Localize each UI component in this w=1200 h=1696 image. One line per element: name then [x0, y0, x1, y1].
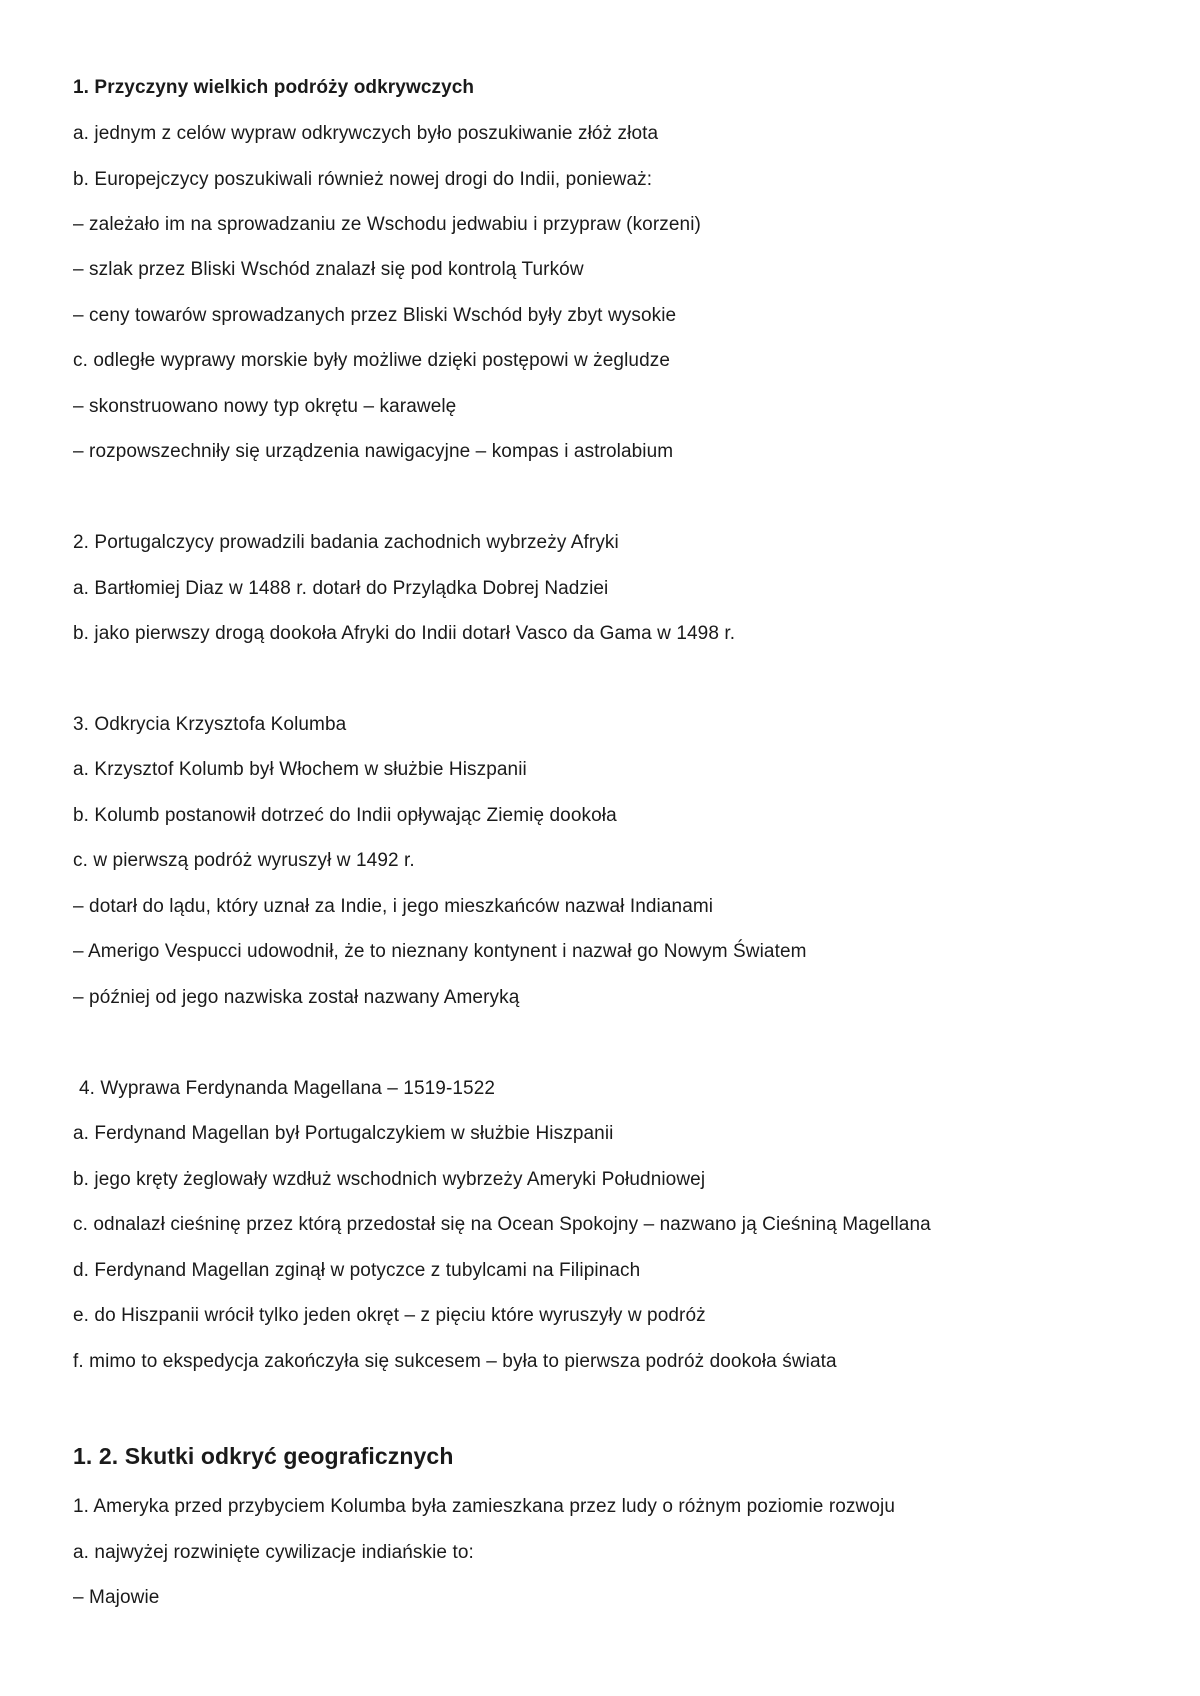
text-line: a. Ferdynand Magellan był Portugalczykiem w służbie Hiszpanii: [73, 1123, 614, 1144]
text-line: – ceny towarów sprowadzanych przez Bliski Wschód były zbyt wysokie: [73, 305, 677, 326]
text-line: e. do Hiszpanii wrócił tylko jeden okręt – z pięciu które wyruszyły w podróż: [73, 1305, 706, 1326]
text-line: d. Ferdynand Magellan zginął w potyczce z tubylcami na Filipinach: [73, 1260, 641, 1281]
text-line: – Majowie: [73, 1587, 160, 1608]
text-line: c. odległe wyprawy morskie były możliwe dzięki postępowi w żegludze: [73, 350, 670, 371]
text-line: – dotarł do lądu, który uznał za Indie, i jego mieszkańców nazwał Indianami: [73, 896, 714, 917]
text-line: – skonstruowano nowy typ okrętu – karawelę: [73, 396, 457, 417]
text-line: – zależało im na sprowadzaniu ze Wschodu jedwabiu i przypraw (korzeni): [73, 214, 701, 235]
text-line: b. Europejczycy poszukiwali również nowej drogi do Indii, ponieważ:: [73, 169, 653, 190]
text-line: – później od jego nazwiska został nazwany Ameryką: [73, 987, 520, 1008]
text-line: b. jego kręty żeglowały wzdłuż wschodnich wybrzeży Ameryki Południowej: [73, 1169, 706, 1190]
text-line: b. jako pierwszy drogą dookoła Afryki do Indii dotarł Vasco da Gama w 1498 r.: [73, 623, 736, 644]
text-line: c. odnalazł cieśninę przez którą przedostał się na Ocean Spokojny – nazwano ją Cieśniną Magellana: [73, 1214, 931, 1235]
text-line: b. Kolumb postanowił dotrzeć do Indii opływając Ziemię dookoła: [73, 805, 617, 826]
text-line: – Amerigo Vespucci udowodnił, że to nieznany kontynent i nazwał go Nowym Światem: [73, 941, 807, 962]
text-line: a. najwyżej rozwinięte cywilizacje indiańskie to:: [73, 1542, 474, 1563]
text-line: a. Bartłomiej Diaz w 1488 r. dotarł do Przylądka Dobrej Nadziei: [73, 578, 609, 599]
section-1-heading: 1. Przyczyny wielkich podróży odkrywczych: [73, 77, 475, 98]
section-3-heading: 3. Odkrycia Krzysztofa Kolumba: [73, 714, 347, 735]
text-line: – szlak przez Bliski Wschód znalazł się pod kontrolą Turków: [73, 259, 584, 280]
section-4-heading: 4. Wyprawa Ferdynanda Magellana – 1519-1522: [79, 1078, 496, 1099]
text-line: – rozpowszechniły się urządzenia nawigacyjne – kompas i astrolabium: [73, 441, 674, 462]
text-line: a. Krzysztof Kolumb był Włochem w służbie Hiszpanii: [73, 759, 527, 780]
text-line: f. mimo to ekspedycja zakończyła się sukcesem – była to pierwsza podróż dookoła świata: [73, 1351, 837, 1372]
text-line: a. jednym z celów wypraw odkrywczych było poszukiwanie złóż złota: [73, 123, 659, 144]
chapter-heading: 1. 2. Skutki odkryć geograficznych: [73, 1443, 454, 1469]
section-2-heading: 2. Portugalczycy prowadzili badania zachodnich wybrzeży Afryki: [73, 532, 619, 553]
text-line: c. w pierwszą podróż wyruszył w 1492 r.: [73, 850, 415, 871]
text-line: 1. Ameryka przed przybyciem Kolumba była zamieszkana przez ludy o różnym poziomie rozwoju: [73, 1496, 896, 1517]
